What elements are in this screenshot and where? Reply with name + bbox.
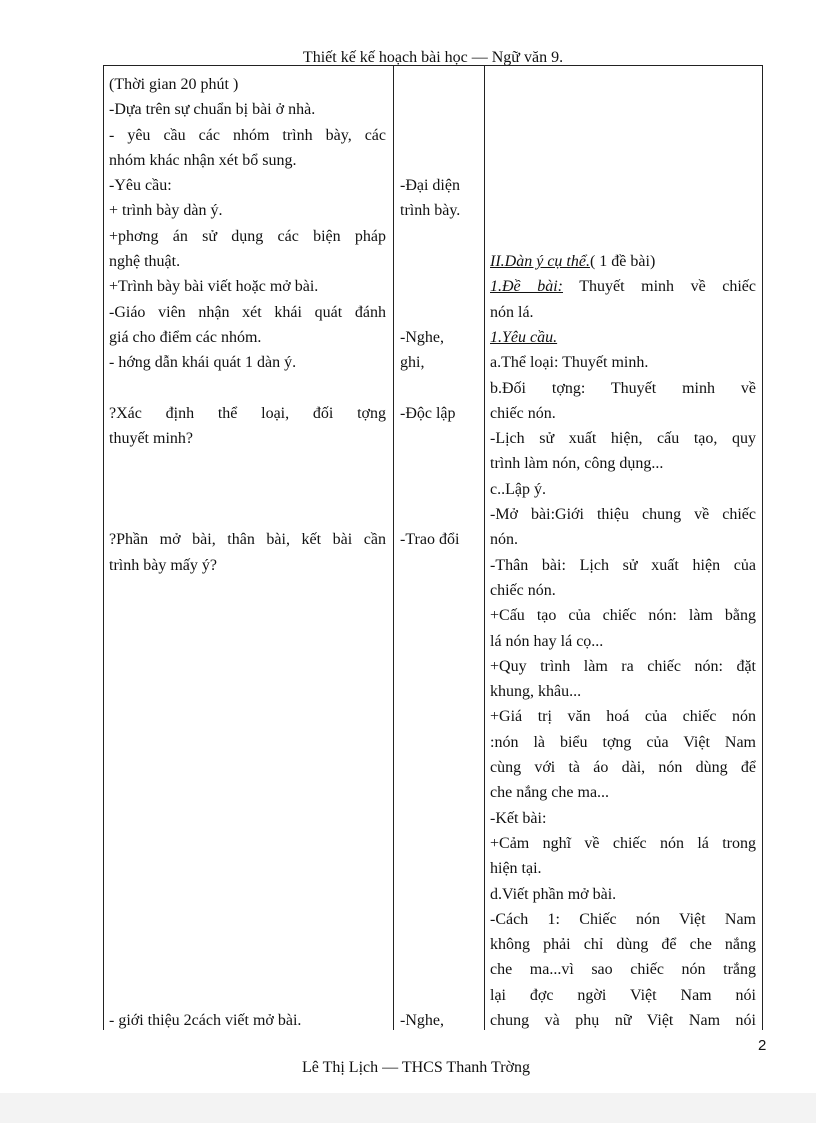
text-line: +Trình bày bài viết hoặc mở bài. xyxy=(109,278,319,296)
lesson-content-column xyxy=(490,72,756,1030)
text-line: a.Thể loại: Thuyết minh. xyxy=(490,354,649,372)
text-line: chung và phụ nữ Việt Nam nói xyxy=(490,1011,756,1029)
text-line: -Đại diện xyxy=(400,177,460,195)
text-line: -Độc lập xyxy=(400,404,456,422)
text-line: giá cho điểm các nhóm. xyxy=(109,328,262,346)
text-line: không phải chỉ dùng để che nắng xyxy=(490,936,756,954)
text-line: -Nghe, xyxy=(400,328,444,346)
text-line: che ma...vì sao chiếc nón trắng xyxy=(490,961,756,979)
text-line: khung, khâu... xyxy=(490,683,582,701)
section-heading xyxy=(490,249,756,274)
text-line: +Cảm nghĩ về chiếc nón lá trong xyxy=(490,834,756,852)
text-line: (Thời gian 20 phút ) xyxy=(109,76,239,93)
text-line: trình bày. xyxy=(400,202,461,220)
teacher-activity-column xyxy=(109,72,386,1030)
text-line: +Quy trình làm ra chiếc nón: đặt xyxy=(490,657,756,675)
text-line: -Mở bài:Giới thiệu chung về chiếc xyxy=(490,506,756,524)
text-line: - hớng dẫn khái quát 1 dàn ý. xyxy=(109,354,297,372)
column-divider-2 xyxy=(484,66,485,1030)
text-line: c..Lập ý. xyxy=(490,480,546,498)
text-line: cùng với tà áo dài, nón dùng để xyxy=(490,759,756,777)
text-line: -Dựa trên sự chuẩn bị bài ở nhà. xyxy=(109,101,316,119)
lesson-table xyxy=(103,65,763,1030)
text-line: + trình bày dàn ý. xyxy=(109,202,223,220)
section-heading-note: ( 1 đề bài) xyxy=(589,253,656,271)
topic-text: Thuyết minh về chiếc xyxy=(563,278,756,296)
text-line: ghi, xyxy=(400,354,425,372)
text-line: +phơng án sử dụng các biện pháp xyxy=(109,227,386,245)
question-line: ?Phần mở bài, thân bài, kết bài cần xyxy=(109,531,386,549)
requirements-heading xyxy=(490,325,756,350)
text-line: b.Đối tợng: Thuyết minh về xyxy=(490,379,756,397)
column-divider-1 xyxy=(393,66,394,1030)
text-line: nón lá. xyxy=(490,303,534,321)
text-line: nghệ thuật. xyxy=(109,253,181,271)
topic-line xyxy=(490,274,756,299)
text-line: d.Viết phần mở bài. xyxy=(490,885,617,903)
text-line: nhóm khác nhận xét bổ sung. xyxy=(109,151,297,169)
question-line: thuyết minh? xyxy=(109,430,193,448)
text-line: - giới thiệu 2cách viết mở bài. xyxy=(109,1011,302,1029)
text-line: -Trao đổi xyxy=(400,531,460,549)
page-header: Thiết kế kế hoạch bài học — Ngữ văn 9. xyxy=(302,49,564,65)
text-line: -Lịch sử xuất hiện, cấu tạo, quy xyxy=(490,430,756,448)
bottom-margin xyxy=(0,1093,816,1123)
text-line: -Thân bài: Lịch sử xuất hiện của xyxy=(490,556,756,574)
text-line: -Yêu cầu: xyxy=(109,177,172,195)
topic-label: 1.Đề bài: xyxy=(490,278,563,296)
section-heading-label: II.Dàn ý cụ thể. xyxy=(490,253,590,271)
question-line: ?Xác định thể loại, đối tợng xyxy=(109,404,386,422)
text-line: nón. xyxy=(490,531,518,549)
text-line: - yêu cầu các nhóm trình bày, các xyxy=(109,126,386,144)
student-activity-column xyxy=(400,72,478,1030)
text-line: lá nón hay lá cọ... xyxy=(490,632,604,650)
text-line: chiếc nón. xyxy=(490,581,556,599)
page-footer: Lê Thị Lịch — THCS Thanh Trờng xyxy=(301,1059,531,1076)
text-line: :nón là biểu tợng của Việt Nam xyxy=(490,733,756,751)
text-line: che nắng che ma... xyxy=(490,784,610,802)
text-line: -Giáo viên nhận xét khái quát đánh xyxy=(109,303,386,321)
text-line: +Cấu tạo của chiếc nón: làm bằng xyxy=(490,607,756,625)
text-line: -Nghe, xyxy=(400,1011,444,1029)
text-line: hiện tại. xyxy=(490,860,542,878)
text-line: trình làm nón, công dụng... xyxy=(490,455,664,473)
text-line: +Giá trị văn hoá của chiếc nón xyxy=(490,708,756,726)
requirements-label: 1.Yêu cầu. xyxy=(490,328,558,346)
text-line: -Cách 1: Chiếc nón Việt Nam xyxy=(490,910,756,928)
question-line: trình bày mấy ý? xyxy=(109,556,217,574)
text-line: lại đợc ngời Việt Nam nói xyxy=(490,986,756,1004)
text-line: -Kết bài: xyxy=(490,809,547,827)
text-line: chiếc nón. xyxy=(490,404,556,422)
page-number: 2 xyxy=(758,1037,767,1054)
